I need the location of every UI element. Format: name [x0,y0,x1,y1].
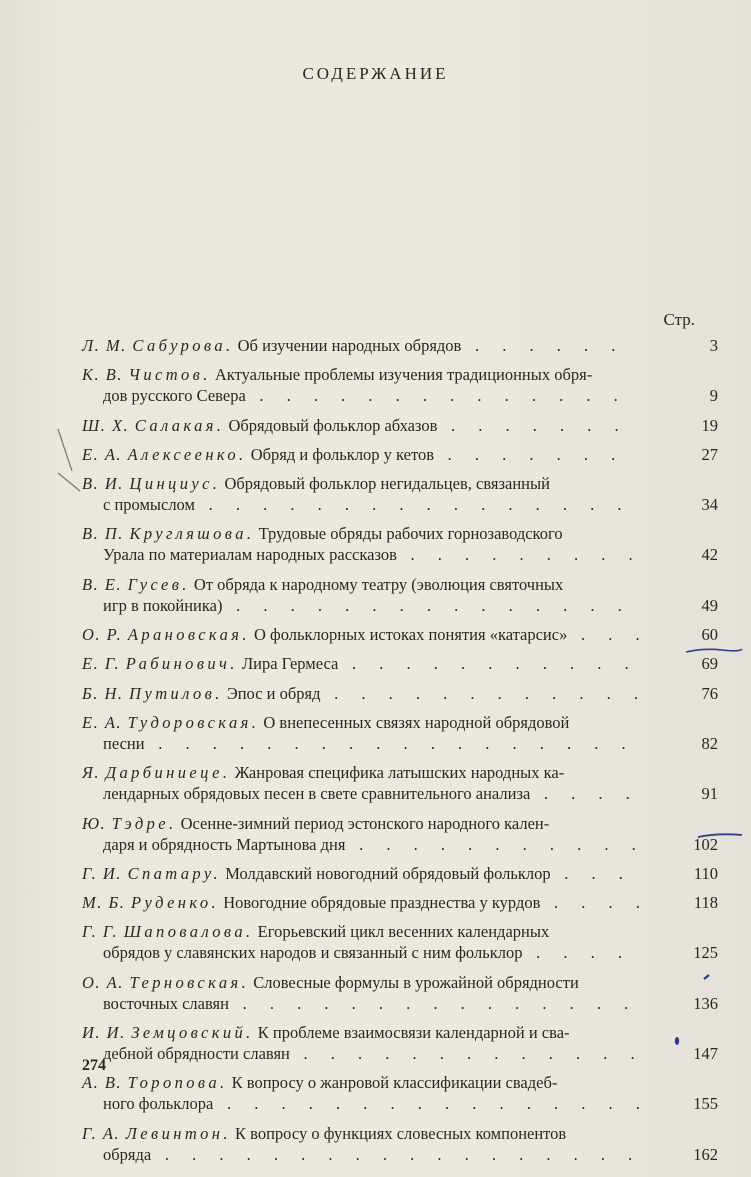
entry-page-number: 125 [693,943,718,963]
entry-page-number: 82 [701,733,718,753]
dot-leader: . . . . . . . . . . . . . . . [228,993,638,1013]
author-surname: Шаповалова. [123,922,254,942]
author-surname: Рабинович. [125,654,238,674]
author-surname: Руденко. [130,893,220,913]
dot-leader: . . . . [540,893,650,913]
entry-title-line2: лендарных обрядовых песен в свете сравнительного анализа [103,784,531,804]
entry-title-line1: О внепесенных связях народной обрядовой [263,712,570,732]
dot-leader: . . . . . . [461,336,625,355]
toc-author [82,713,259,732]
dot-leader: . . . [567,625,650,645]
author-surname: Цинциус. [129,474,221,494]
entry-page-number: 162 [693,1144,718,1164]
author-initials: Я. [82,763,100,783]
toc-author [82,684,223,703]
toc-author [82,416,224,435]
toc-author [82,864,221,883]
toc-entry [82,683,718,704]
author-surname: Тэдре. [111,813,177,833]
entry-title-line2: восточных славян [103,993,229,1013]
entry-page-number: 136 [693,993,718,1013]
entry-title-line1: Трудовые обряды рабочих горнозаводского [258,524,563,544]
toc-author [82,575,190,594]
toc-author [82,1023,254,1042]
toc-entry [82,892,718,913]
toc-author [82,763,230,782]
author-surname: Левинтон. [125,1123,231,1143]
dot-leader: . . . . . . . . . . . . . [289,1044,645,1064]
toc-author [82,474,220,493]
author-initials: А. В. [82,1073,123,1093]
author-surname: Путилов. [129,683,223,703]
entry-title-line1: К вопросу о жанровой классификации свадеб- [231,1073,558,1093]
page-column-label: Стр. [663,310,695,329]
toc-entry [82,1022,718,1064]
dot-leader: . . . . . . . . . . . [338,654,639,674]
toc-author [82,654,238,673]
dot-leader: . . . . . . . [434,444,625,464]
author-initials: О. А. [82,972,124,992]
entry-page-number: 3 [709,336,718,355]
toc-entry [82,863,718,884]
entry-page-number: 118 [693,893,718,913]
author-surname: Торопова. [127,1073,228,1093]
toc-entry [82,762,718,804]
dot-leader: . . . . . . . . . [396,545,643,565]
author-surname: Спатару. [127,863,222,883]
author-initials: К. В. [82,365,123,385]
toc-entry [82,624,718,645]
toc-entry [82,921,718,963]
entry-title-line1: Обрядовый фольклор негидальцев, связанный [224,474,550,494]
entry-title-line1: Словесные формулы в урожайной обрядности [253,972,579,992]
toc-author [82,1073,228,1092]
toc-author [82,922,254,941]
author-surname: Салакая. [134,415,225,435]
author-initials: Е. Г. [82,654,121,674]
toc-entry [82,335,718,356]
dot-leader: . . . . . . . . . . . . [320,683,648,703]
pen-dot-mark [700,970,714,984]
dot-leader: . . . . [522,943,632,963]
author-initials: Ш. Х. [82,415,130,435]
dot-leader: . . . . . . . . . . . . . . . . [194,495,631,515]
entry-title-line1: Осенне-зимний период эстонского народного кален- [180,813,550,833]
author-initials: В. П. [82,524,124,544]
toc-author [82,445,247,464]
dot-leader: . . . . . . . . . . . . . . . . [213,1094,650,1114]
entry-title-line2: Урала по материалам народных рассказов [103,545,397,565]
dot-leader: . . . . . . . [437,415,629,435]
entry-title-line2: ного фольклора [103,1094,214,1114]
entry-title-line1: К проблеме взаимосвязи календарной и сва- [257,1023,570,1043]
entry-title-line1: О фольклорных истоках понятия «катарсис» [254,625,568,645]
author-surname: Тудоровская. [127,712,260,732]
toc-author [82,814,176,833]
author-initials: О. Р. [82,625,123,645]
author-surname: Кругляшова. [129,524,255,544]
entry-title-line1: Молдавский новогодний обрядовый фольклор [225,863,551,883]
toc-entry [82,1123,718,1165]
toc-entry [82,653,718,674]
author-initials: Б. Н. [82,683,124,703]
entry-page-number: 147 [693,1044,718,1064]
author-initials: Л. М. [82,336,127,355]
entry-page-number: 110 [693,863,718,883]
author-initials: Г. А. [82,1123,121,1143]
entry-title-line1: Об изучении народных обрядов [237,336,462,355]
toc-author [82,973,249,992]
entry-title-line1: Жанровая специфика латышских народных ка- [234,763,565,783]
toc-entry [82,712,718,754]
dot-leader: . . . [550,863,633,883]
author-initials: М. Б. [82,893,126,913]
author-initials: В. Е. [82,574,123,594]
toc-entry [82,444,718,465]
entry-page-number: 49 [701,595,718,615]
author-initials: Е. А. [82,444,123,464]
author-surname: Алексеенко. [127,444,247,464]
author-initials: Г. Г. [82,922,119,942]
author-surname: Терновская. [129,972,250,992]
entry-title-line2: дов русского Севера [103,386,246,406]
toc-author [82,1124,231,1143]
entry-page-number: 19 [701,415,718,435]
dot-leader: . . . . [530,784,640,804]
entry-page-number: 155 [693,1094,718,1114]
entry-page-number: 102 [693,834,718,854]
entry-title-line1: Обрядовый фольклор абхазов [228,415,438,435]
dot-leader: . . . . . . . . . . . . . . . [222,595,632,615]
author-initials: В. И. [82,474,124,494]
folio-number: 274 [82,1057,106,1074]
toc-author [82,893,219,912]
entry-page-number: 27 [701,444,718,464]
entry-title-line2: с промыслом [103,495,195,515]
toc-entry [82,574,718,616]
entry-title-line2: даря и обрядность Мартынова дня [103,834,346,854]
pen-underline-mark-2 [696,830,746,844]
author-surname: Арановская. [127,625,250,645]
toc-author [82,336,234,355]
entry-title-line1: Эпос и обряд [226,683,321,703]
entry-title-line1: От обряда к народному театру (эволюция святочных [193,574,564,594]
toc-entry [82,1072,718,1114]
toc-entry [82,972,718,1014]
author-initials: Ю. [82,813,107,833]
toc-author [82,524,254,543]
toc-entry [82,523,718,565]
author-surname: Дарбиниеце. [105,763,231,783]
entry-title-line2: песни [103,733,145,753]
entry-title-line2: дебной обрядности славян [103,1044,290,1064]
entry-page-number: 60 [701,625,718,645]
author-surname: Гусев. [127,574,190,594]
table-of-contents [82,335,718,1173]
toc-author [82,625,250,644]
entry-title-line1: Актуальные проблемы изучения традиционных обря- [214,365,593,385]
entry-title-line1: Обряд и фольклор у кетов [250,444,435,464]
entry-title-line1: Новогодние обрядовые празднества у курдов [223,893,541,913]
toc-entry [82,364,718,406]
author-surname: Земцовский. [131,1023,254,1043]
entry-title-line2: игр в покойника) [103,595,223,615]
entry-page-number: 42 [701,545,718,565]
entry-page-number: 91 [701,784,718,804]
toc-entry [82,813,718,855]
author-initials: Е. А. [82,712,123,732]
entry-page-number: 9 [709,386,718,406]
dot-leader: . . . . . . . . . . . . . . . . . . [144,733,636,753]
toc-author [82,365,211,384]
author-initials: И. И. [82,1023,126,1043]
dot-leader: . . . . . . . . . . . . . . . . . . [151,1144,642,1164]
entry-page-number: 34 [701,495,718,515]
entry-title-line1: Егорьевский цикл весенних календарных [257,922,550,942]
entry-title-line2: обряда [103,1144,152,1164]
toc-entry [82,473,718,515]
pen-mark-margin [50,425,90,495]
entry-title-line2: обрядов у славянских народов и связанный с ним фольклор [103,943,523,963]
author-surname: Чистов. [128,365,211,385]
dot-leader: . . . . . . . . . . . . . . [245,386,628,406]
toc-entry [82,415,718,436]
entry-page-number: 76 [701,683,718,703]
author-surname: Сабурова. [132,336,234,355]
entry-title-line1: Лира Гермеса [241,654,339,674]
entry-page-number: 69 [701,654,718,674]
dot-leader: . . . . . . . . . . . [345,834,646,854]
entry-title-line1: К вопросу о функциях словесных компонентов [235,1123,567,1143]
author-initials: Г. И. [82,863,122,883]
page-title: СОДЕРЖАНИЕ [302,64,449,83]
pen-dot-mark-2 [670,1033,684,1049]
pen-underline-mark [684,640,744,660]
